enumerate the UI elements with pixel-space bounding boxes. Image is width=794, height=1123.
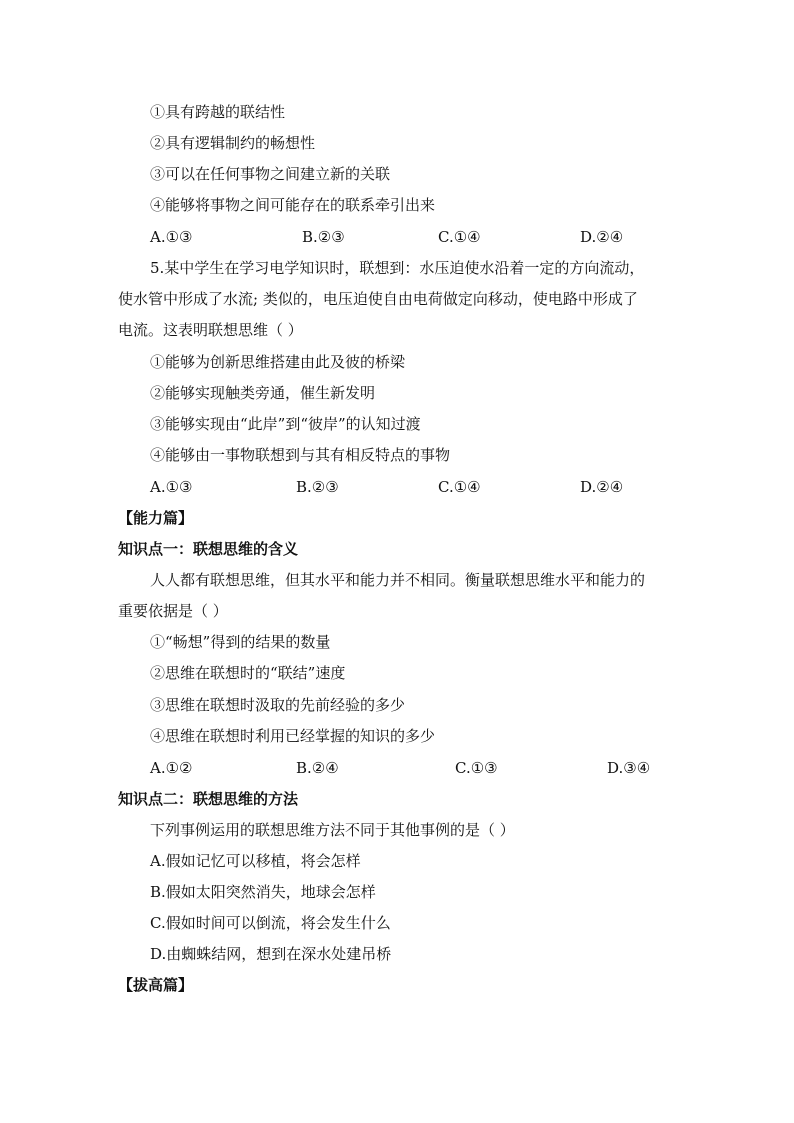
kp1-option-b: B.②④ bbox=[296, 759, 339, 777]
q5-option-d: D.②④ bbox=[580, 478, 624, 496]
kp1-item-1: ①“畅想”得到的结果的数量 bbox=[150, 633, 331, 651]
q5-stem-line-1: 5.某中学生在学习电学知识时，联想到：水压迫使水沿着一定的方向流动， bbox=[150, 259, 645, 277]
q5-item-1: ①能够为创新思维搭建由此及彼的桥梁 bbox=[150, 353, 406, 371]
kp1-stem-line-1: 人人都有联想思维，但其水平和能力并不相同。衡量联想思维水平和能力的 bbox=[150, 571, 646, 589]
q5-stem-line-3: 电流。这表明联想思维（ ） bbox=[118, 321, 303, 339]
section-heading-ability: 【能力篇】 bbox=[118, 509, 194, 527]
kp2-stem: 下列事例运用的联想思维方法不同于其他事例的是（ ） bbox=[150, 821, 515, 839]
kp1-heading: 知识点一：联想思维的含义 bbox=[118, 540, 299, 558]
kp1-item-2: ②思维在联想时的“联结”速度 bbox=[150, 664, 346, 682]
kp1-item-3: ③思维在联想时汲取的先前经验的多少 bbox=[150, 696, 406, 714]
q4-option-d: D.②④ bbox=[580, 228, 624, 246]
q5-option-a: A.①③ bbox=[150, 478, 193, 496]
kp1-option-c: C.①③ bbox=[455, 759, 498, 777]
q5-item-4: ④能够由一事物联想到与其有相反特点的事物 bbox=[150, 446, 451, 464]
kp1-stem-line-2: 重要依据是（ ） bbox=[118, 602, 228, 620]
section-heading-advanced: 【拔高篇】 bbox=[118, 976, 194, 994]
q5-stem-line-2: 使水管中形成了水流; 类似的，电压迫使自由电荷做定向移动，使电路中形成了 bbox=[118, 290, 638, 308]
q4-option-b: B.②③ bbox=[302, 228, 345, 246]
kp2-option-b: B.假如太阳突然消失，地球会怎样 bbox=[150, 883, 376, 901]
q4-option-a: A.①③ bbox=[150, 228, 193, 246]
kp2-option-a: A.假如记忆可以移植，将会怎样 bbox=[150, 852, 361, 870]
kp1-item-4: ④思维在联想时利用已经掌握的知识的多少 bbox=[150, 727, 436, 745]
kp2-heading: 知识点二：联想思维的方法 bbox=[118, 790, 299, 808]
q5-item-2: ②能够实现触类旁通，催生新发明 bbox=[150, 384, 376, 402]
q5-option-c: C.①④ bbox=[438, 478, 481, 496]
kp1-option-a: A.①② bbox=[150, 759, 193, 777]
q4-item-1: ①具有跨越的联结性 bbox=[150, 103, 286, 121]
q5-item-3: ③能够实现由“此岸”到“彼岸”的认知过渡 bbox=[150, 415, 421, 433]
kp2-option-c: C.假如时间可以倒流，将会发生什么 bbox=[150, 914, 391, 932]
kp2-option-d: D.由蜘蛛结网，想到在深水处建吊桥 bbox=[150, 945, 392, 963]
q4-option-c: C.①④ bbox=[438, 228, 481, 246]
kp1-option-d: D.③④ bbox=[607, 759, 651, 777]
q4-item-3: ③可以在任何事物之间建立新的关联 bbox=[150, 165, 391, 183]
q4-item-2: ②具有逻辑制约的畅想性 bbox=[150, 134, 316, 152]
q4-item-4: ④能够将事物之间可能存在的联系牵引出来 bbox=[150, 196, 436, 214]
q5-option-b: B.②③ bbox=[296, 478, 339, 496]
